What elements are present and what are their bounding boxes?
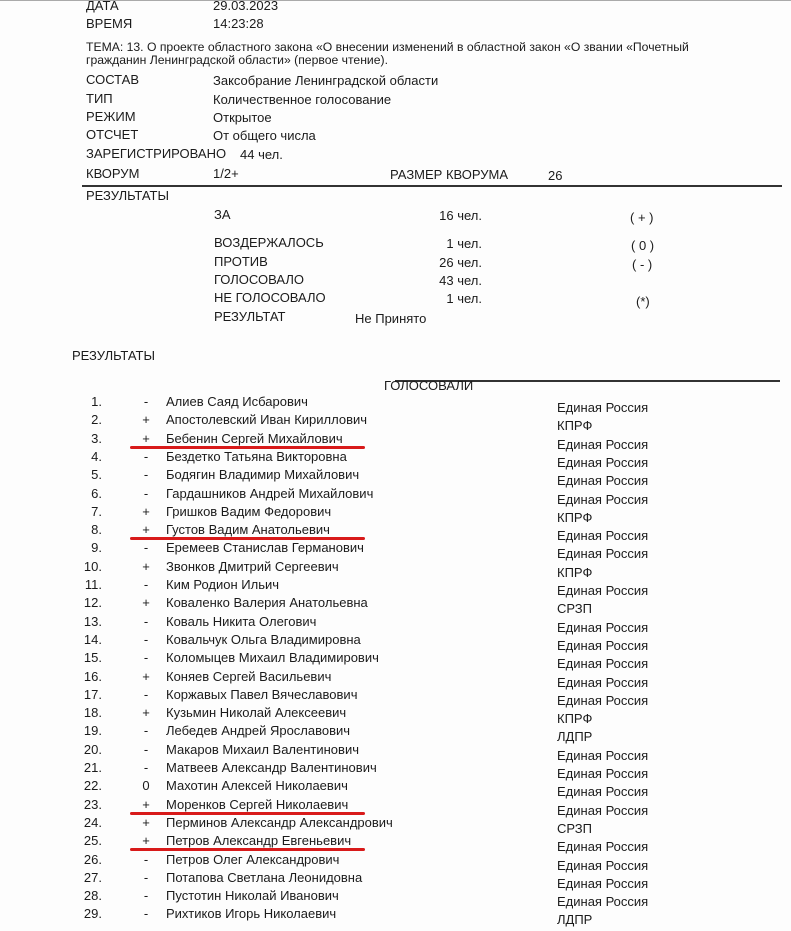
vote-mark: + bbox=[142, 705, 150, 721]
table-row bbox=[0, 851, 791, 873]
type-label: ТИП bbox=[86, 91, 113, 106]
table-row bbox=[0, 595, 791, 617]
table-row bbox=[0, 412, 791, 434]
party-name: Единая Россия bbox=[557, 857, 649, 873]
row-number: 1. bbox=[91, 394, 102, 409]
composition-value: Заксобрание Ленинградской области bbox=[213, 73, 439, 88]
deputy-name: Лебедев Андрей Ярославович bbox=[166, 723, 351, 739]
party-name: Единая Россия bbox=[557, 784, 649, 800]
vote-mark: - bbox=[143, 394, 149, 409]
registered-label: ЗАРЕГИСТРИРОВАНО bbox=[86, 146, 227, 161]
vote-mark: - bbox=[143, 577, 149, 592]
row-number: 20. bbox=[83, 741, 102, 757]
party-name: Единая Россия bbox=[557, 656, 649, 672]
vote-mark: + bbox=[142, 668, 150, 684]
for-label: ЗА bbox=[214, 207, 231, 222]
deputy-name: Ким Родион Ильич bbox=[166, 577, 280, 592]
vote-mark: + bbox=[142, 558, 150, 574]
table-row bbox=[0, 577, 791, 598]
divider bbox=[82, 185, 782, 187]
row-number: 27. bbox=[83, 869, 102, 885]
table-row bbox=[0, 705, 791, 727]
party-name: Единая Россия bbox=[557, 674, 649, 690]
deputy-name: Звонков Дмитрий Сергеевич bbox=[166, 558, 339, 574]
party-name: Единая Россия bbox=[557, 491, 649, 507]
registered-value: 44 чел. bbox=[240, 147, 283, 162]
row-number: 18. bbox=[83, 705, 102, 721]
deputy-name: Перминов Александр Александрович bbox=[166, 814, 393, 830]
deputy-name: Пустотин Николай Иванович bbox=[166, 888, 339, 904]
deputy-name: Коржавых Павел Вячеславович bbox=[166, 686, 358, 702]
table-row bbox=[0, 430, 791, 452]
vote-mark: + bbox=[142, 814, 150, 830]
row-number: 14. bbox=[83, 631, 102, 647]
vote-mark: - bbox=[143, 888, 149, 904]
quorum-size-value: 26 bbox=[548, 168, 563, 183]
table-row bbox=[0, 485, 791, 507]
party-name: Единая Россия bbox=[557, 546, 649, 562]
abstain-label: ВОЗДЕРЖАЛОСЬ bbox=[214, 235, 324, 250]
party-name: Единая Россия bbox=[557, 637, 649, 653]
deputy-name: Ковальчук Ольга Владимировна bbox=[166, 631, 361, 647]
party-name: КПРФ bbox=[557, 418, 593, 434]
deputy-name: Бебенин Сергей Михайлович bbox=[166, 430, 343, 446]
time-label: ВРЕМЯ bbox=[86, 16, 133, 31]
party-name: КПРФ bbox=[557, 711, 593, 727]
mode-label: РЕЖИМ bbox=[86, 109, 136, 124]
table-row bbox=[0, 686, 791, 708]
not-voted-value: 1 чел. bbox=[446, 291, 482, 306]
party-name: Единая Россия bbox=[557, 766, 649, 781]
deputy-name: Бездетко Татьяна Викторовна bbox=[166, 448, 347, 464]
party-name: Единая Россия bbox=[557, 473, 649, 489]
row-number: 17. bbox=[83, 686, 102, 702]
composition-label: СОСТАВ bbox=[86, 72, 140, 87]
row-number: 26. bbox=[83, 851, 102, 867]
row-number: 6. bbox=[91, 485, 102, 501]
party-name: Единая Россия bbox=[557, 747, 649, 763]
quorum-size-label: РАЗМЕР КВОРУМА bbox=[390, 167, 509, 182]
party-name: ЛДПР bbox=[557, 729, 593, 745]
count-label: ОТСЧЕТ bbox=[86, 127, 139, 142]
not-voted-sign: (*) bbox=[636, 294, 650, 309]
party-name: Единая Россия bbox=[557, 436, 649, 452]
vote-mark: - bbox=[143, 851, 149, 867]
table-row bbox=[0, 888, 791, 910]
vote-mark: - bbox=[143, 686, 149, 702]
table-row bbox=[0, 613, 791, 635]
vote-mark: - bbox=[143, 540, 149, 556]
against-label: ПРОТИВ bbox=[214, 254, 268, 269]
party-name: Единая Россия bbox=[557, 528, 649, 544]
deputy-name: Еремеев Станислав Германович bbox=[166, 540, 364, 556]
row-number: 15. bbox=[83, 650, 102, 666]
deputy-name: Густов Вадим Анатольевич bbox=[166, 522, 330, 538]
party-name: ЛДПР bbox=[557, 912, 593, 928]
deputy-name: Петров Олег Александрович bbox=[166, 851, 340, 867]
party-name: Единая Россия bbox=[557, 894, 649, 910]
table-row bbox=[0, 394, 791, 415]
deputy-name: Петров Александр Евгеньевич bbox=[166, 833, 352, 849]
table-row bbox=[0, 778, 791, 800]
table-row bbox=[0, 668, 791, 690]
table-row bbox=[0, 558, 791, 580]
vote-mark: + bbox=[142, 796, 150, 812]
vote-mark: - bbox=[143, 869, 149, 885]
row-number: 4. bbox=[91, 448, 102, 464]
party-name: СРЗП bbox=[557, 601, 592, 617]
party-name: КПРФ bbox=[557, 509, 593, 525]
for-value: 16 чел. bbox=[439, 208, 482, 223]
vote-mark: + bbox=[142, 522, 150, 538]
row-number: 21. bbox=[83, 760, 102, 775]
not-voted-label: НЕ ГОЛОСОВАЛО bbox=[214, 290, 326, 305]
row-number: 16. bbox=[83, 668, 102, 684]
vote-mark: - bbox=[143, 723, 149, 739]
party-name: КПРФ bbox=[557, 564, 593, 580]
table-row bbox=[0, 650, 791, 672]
table-row bbox=[0, 448, 791, 470]
time-value: 14:23:28 bbox=[213, 16, 264, 31]
deputy-name: Коваль Никита Олегович bbox=[166, 613, 317, 629]
vote-mark: + bbox=[142, 595, 150, 611]
deputy-name: Бодягин Владимир Михайлович bbox=[166, 467, 360, 483]
vote-mark: + bbox=[142, 833, 150, 849]
vote-mark: - bbox=[143, 448, 149, 464]
deputy-name: Апостолевский Иван Кириллович bbox=[166, 412, 368, 428]
date-value: 29.03.2023 bbox=[213, 0, 279, 13]
deputy-name: Коняев Сергей Васильевич bbox=[166, 668, 332, 684]
list-title: РЕЗУЛЬТАТЫ bbox=[72, 348, 155, 363]
row-number: 9. bbox=[91, 540, 102, 556]
deputy-name: Махотин Алексей Николаевич bbox=[166, 778, 348, 794]
table-row bbox=[0, 814, 791, 836]
table-row bbox=[0, 741, 791, 763]
table-row bbox=[0, 760, 791, 781]
party-name: Единая Россия bbox=[557, 839, 649, 855]
table-row bbox=[0, 833, 791, 855]
row-number: 7. bbox=[91, 503, 102, 519]
vote-mark: - bbox=[143, 485, 149, 501]
table-row bbox=[0, 540, 791, 562]
results-title: РЕЗУЛЬТАТЫ bbox=[86, 188, 169, 203]
row-number: 28. bbox=[83, 888, 102, 904]
row-number: 11. bbox=[84, 577, 102, 592]
row-number: 8. bbox=[91, 522, 102, 538]
vote-mark: - bbox=[143, 631, 149, 647]
row-number: 2. bbox=[91, 412, 102, 428]
table-row bbox=[0, 796, 791, 818]
date-label: ДАТА bbox=[86, 0, 119, 13]
voted-value: 43 чел. bbox=[439, 273, 482, 288]
party-name: Единая Россия bbox=[557, 802, 649, 818]
deputy-name: Гардашников Андрей Михайлович bbox=[166, 485, 374, 501]
deputy-name: Матвеев Александр Валентинович bbox=[166, 760, 377, 775]
table-row bbox=[0, 522, 791, 544]
vote-mark: + bbox=[142, 412, 150, 428]
row-number: 25. bbox=[83, 833, 102, 849]
deputy-name: Макаров Михаил Валентинович bbox=[166, 741, 359, 757]
row-number: 22. bbox=[83, 778, 102, 794]
deputy-name: Алиев Саяд Исбарович bbox=[166, 394, 308, 409]
row-number: 23. bbox=[83, 796, 102, 812]
deputy-name: Гришков Вадим Федорович bbox=[166, 503, 332, 519]
mode-value: Открытое bbox=[213, 110, 272, 125]
party-name: Единая Россия bbox=[557, 692, 649, 708]
vote-mark: - bbox=[143, 467, 149, 483]
deputy-name: Коломыцев Михаил Владимирович bbox=[166, 650, 379, 666]
row-number: 5. bbox=[91, 467, 102, 483]
vote-mark: + bbox=[142, 503, 150, 519]
against-sign: ( - ) bbox=[632, 257, 653, 272]
table-row bbox=[0, 869, 791, 891]
vote-mark: - bbox=[143, 613, 149, 629]
row-number: 24. bbox=[83, 814, 102, 830]
party-name: Единая Россия bbox=[557, 583, 649, 598]
deputy-name: Моренков Сергей Николаевич bbox=[166, 796, 349, 812]
vote-mark: + bbox=[142, 430, 150, 446]
table-row bbox=[0, 906, 791, 928]
table-row bbox=[0, 723, 791, 745]
party-name: Единая Россия bbox=[557, 454, 649, 470]
against-value: 26 чел. bbox=[439, 255, 482, 270]
abstain-sign: ( 0 ) bbox=[631, 238, 655, 253]
row-number: 29. bbox=[83, 906, 102, 922]
result-label: РЕЗУЛЬТАТ bbox=[214, 309, 286, 324]
result-value: Не Принято bbox=[355, 311, 427, 326]
vote-mark: - bbox=[143, 741, 149, 757]
row-number: 19. bbox=[83, 723, 102, 739]
deputy-name: Кузьмин Николай Алексеевич bbox=[166, 705, 347, 721]
list-subtitle: ГОЛОСОВАЛИ bbox=[384, 378, 474, 393]
type-value: Количественное голосование bbox=[213, 92, 392, 107]
voted-label: ГОЛОСОВАЛО bbox=[214, 272, 304, 287]
vote-mark: - bbox=[143, 760, 149, 775]
vote-mark: - bbox=[143, 650, 149, 666]
quorum-value: 1/2+ bbox=[213, 166, 239, 181]
party-name: Единая Россия bbox=[557, 619, 649, 635]
table-row bbox=[0, 467, 791, 489]
party-name: СРЗП bbox=[557, 820, 592, 836]
vote-mark: - bbox=[143, 906, 149, 922]
row-number: 12. bbox=[83, 595, 102, 611]
table-row bbox=[0, 503, 791, 525]
party-name: Единая Россия bbox=[557, 400, 649, 415]
count-value: От общего числа bbox=[213, 128, 316, 143]
deputy-name: Потапова Светлана Леонидовна bbox=[166, 869, 363, 885]
topic-line-2: гражданин Ленинградской области» (первое чтение). bbox=[86, 53, 388, 67]
row-number: 13. bbox=[83, 613, 102, 629]
deputy-name: Рихтиков Игорь Николаевич bbox=[166, 906, 337, 922]
quorum-label: КВОРУМ bbox=[86, 166, 140, 181]
table-row bbox=[0, 631, 791, 653]
deputy-name: Коваленко Валерия Анатольевна bbox=[166, 595, 368, 611]
row-number: 10. bbox=[83, 558, 102, 574]
vote-mark: 0 bbox=[142, 778, 150, 794]
abstain-value: 1 чел. bbox=[446, 236, 482, 251]
row-number: 3. bbox=[91, 430, 102, 446]
for-sign: ( + ) bbox=[630, 210, 654, 225]
party-name: Единая Россия bbox=[557, 875, 649, 891]
topic-line-1: ТЕМА: 13. О проекте областного закона «О внесении изменений в областной закон «О звании «Почетный bbox=[86, 40, 689, 54]
